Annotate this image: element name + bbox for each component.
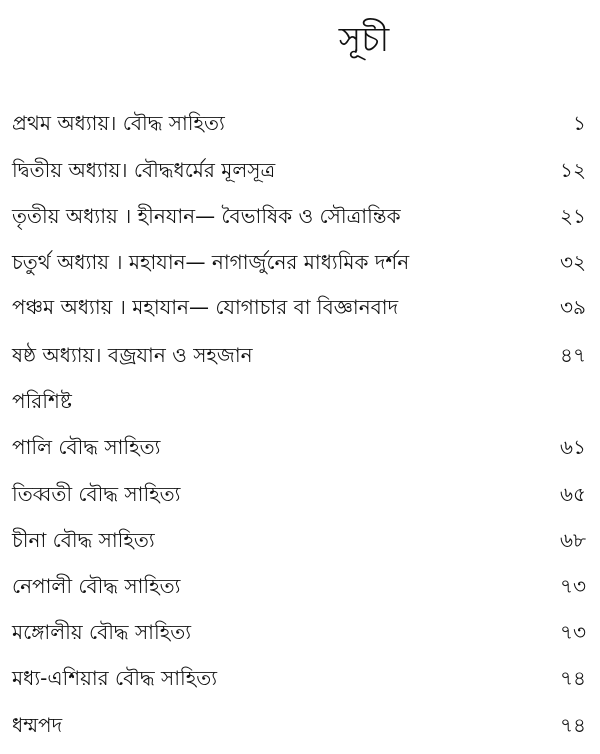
toc-entry-title: তিব্বতী বৌদ্ধ সাহিত্য — [12, 482, 181, 506]
toc-entry-page: ৭৪ — [560, 666, 586, 690]
toc-entry-page: ৬১ — [560, 435, 586, 459]
toc-entry-page: ৬৮ — [560, 528, 586, 552]
toc-entry-title: প্রথম অধ্যায়। বৌদ্ধ সাহিত্য — [12, 111, 225, 135]
toc-entry-title: ষষ্ঠ অধ্যায়। বজ্রযান ও সহজান — [12, 343, 253, 367]
toc-entry-page: ৪৭ — [560, 343, 586, 367]
toc-entry — [0, 661, 600, 695]
toc-entry-title: দ্বিতীয় অধ্যায়। বৌদ্ধধর্মের মূলসূত্র — [12, 158, 276, 182]
toc-entry-page: ১ — [573, 111, 586, 135]
toc-section-heading — [0, 384, 600, 418]
toc-entry — [0, 708, 600, 742]
toc-entry-title: মঙ্গোলীয় বৌদ্ধ সাহিত্য — [12, 620, 192, 644]
toc-entry — [0, 199, 600, 233]
toc-entry-page: ২১ — [560, 204, 586, 228]
toc-entry — [0, 245, 600, 279]
toc-entry — [0, 106, 600, 140]
toc-entry — [0, 430, 600, 464]
toc-entry-title: পরিশিষ্ট — [12, 389, 72, 413]
toc-entry-title: ধম্মপদ — [12, 713, 63, 737]
toc-entry — [0, 569, 600, 603]
toc-entry-title: তৃতীয় অধ্যায় । হীনযান— বৈভাষিক ও সৌত্রান্তিক — [12, 204, 401, 228]
toc-entry-title: মধ্য-এশিয়ার বৌদ্ধ সাহিত্য — [12, 666, 218, 690]
toc-entry-page: ৩২ — [559, 250, 586, 274]
page-title: সূচী — [338, 20, 390, 60]
toc-entry — [0, 290, 600, 324]
toc-entry-page: ৬৫ — [560, 482, 586, 506]
toc-entry-page: ৭৩ — [559, 620, 586, 644]
toc-entry — [0, 523, 600, 557]
toc-entry-page: ১২ — [560, 158, 586, 182]
toc-entry-title: পঞ্চম অধ্যায় । মহাযান— যোগাচার বা বিজ্ঞানবাদ — [12, 295, 399, 319]
toc-entry-title: চতুর্থ অধ্যায় । মহাযান— নাগার্জুনের মাধ্যমিক দর্শন — [12, 250, 410, 274]
toc-entry-title: চীনা বৌদ্ধ সাহিত্য — [12, 528, 155, 552]
toc-entry — [0, 615, 600, 649]
toc-entry-title: নেপালী বৌদ্ধ সাহিত্য — [12, 574, 181, 598]
toc-entry-page: ৭৪ — [560, 713, 586, 737]
toc-entry-title: পালি বৌদ্ধ সাহিত্য — [12, 435, 161, 459]
toc-entry-page: ৭৩ — [559, 574, 586, 598]
toc-entry-page: ৩৯ — [560, 295, 586, 319]
toc-entry — [0, 338, 600, 372]
toc-entry — [0, 153, 600, 187]
toc-entry — [0, 477, 600, 511]
